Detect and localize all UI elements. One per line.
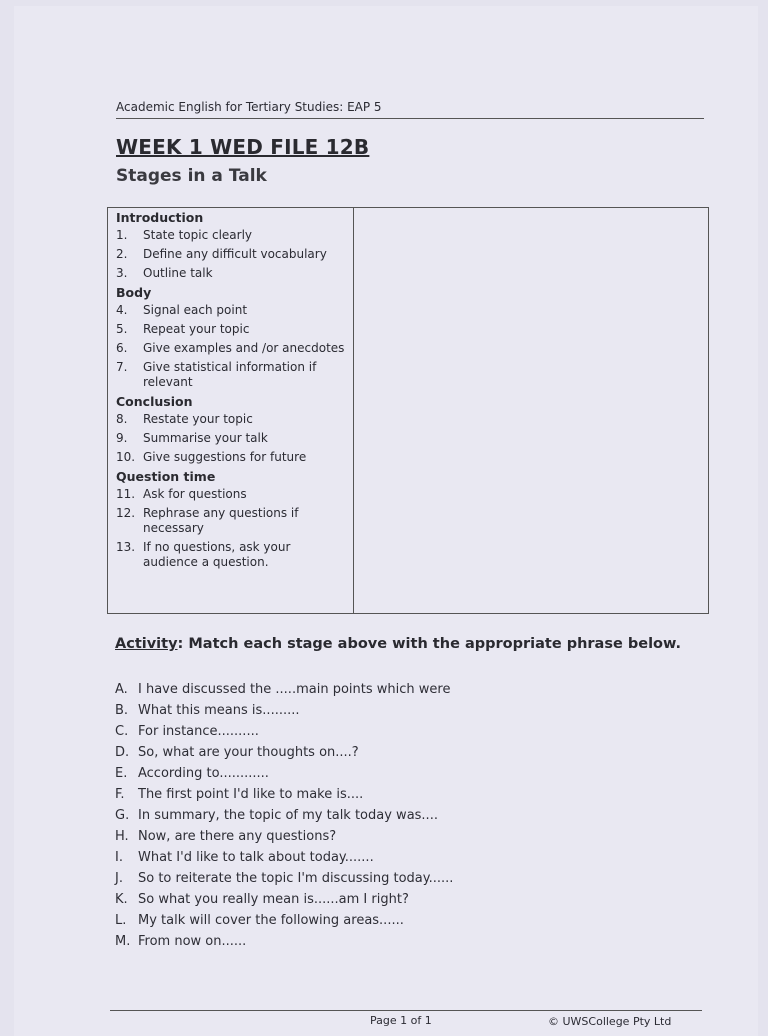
stage-text: Summarise your talk	[143, 431, 268, 445]
activity-text: : Match each stage above with the appropriate phrase below.	[177, 636, 681, 652]
stage-text: Signal each point	[143, 303, 248, 317]
phrase-text: My talk will cover the following areas......	[138, 913, 404, 928]
section-heading: Introduction	[116, 210, 204, 225]
phrase-text: According to............	[138, 766, 269, 781]
phrase-text: So what you really mean is......am I right?	[138, 892, 409, 907]
phrase-text: Now, are there any questions?	[138, 829, 337, 844]
stage-item	[116, 431, 353, 446]
document-title: WEEK 1 WED FILE 12B	[116, 135, 370, 159]
stage-text: Give suggestions for future	[143, 450, 307, 464]
phrase-item	[115, 868, 453, 889]
phrase-letter: E.	[115, 766, 128, 781]
phrase-item	[115, 805, 453, 826]
stage-text: State topic clearly	[143, 228, 253, 242]
stage-number: 8.	[116, 412, 128, 426]
blank-answer-column	[354, 208, 708, 613]
phrase-text: What this means is.........	[138, 703, 300, 718]
phrase-text: For instance..........	[138, 724, 259, 739]
stage-number: 5.	[116, 322, 128, 336]
phrase-letter: I.	[115, 850, 123, 865]
phrase-item	[115, 889, 453, 910]
stages-column	[108, 208, 354, 613]
stage-number: 10.	[116, 450, 136, 464]
phrase-item	[115, 742, 453, 763]
activity-instruction	[115, 636, 681, 652]
phrase-item	[115, 931, 453, 952]
phrase-letter: B.	[115, 703, 129, 718]
stage-number: 12.	[116, 506, 136, 520]
document-subtitle: Stages in a Talk	[116, 166, 267, 186]
section-heading: Conclusion	[116, 394, 193, 409]
section-heading: Body	[116, 285, 152, 300]
stage-text: Rephrase any questions if necessary	[143, 506, 299, 535]
stage-item	[116, 506, 353, 536]
stage-item	[116, 360, 353, 390]
phrase-text: So to reiterate the topic I'm discussing today......	[138, 871, 454, 886]
stage-item	[116, 540, 353, 570]
phrase-item	[115, 721, 453, 742]
phrase-text: What I'd like to talk about today.......	[138, 850, 374, 865]
stage-item	[116, 487, 353, 502]
stage-item	[116, 303, 353, 318]
stage-item	[116, 266, 353, 281]
copyright-notice: © UWSCollege Pty Ltd	[548, 1015, 672, 1028]
stage-text: Restate your topic	[143, 412, 253, 426]
stage-item	[116, 450, 353, 465]
phrase-item	[115, 679, 453, 700]
phrase-letter: D.	[115, 745, 130, 760]
stage-item	[116, 412, 353, 427]
stage-number: 3.	[116, 266, 128, 280]
stage-number: 1.	[116, 228, 128, 242]
stage-text: Outline talk	[143, 266, 213, 280]
phrase-item	[115, 763, 453, 784]
stage-item	[116, 247, 353, 262]
phrase-text: From now on......	[138, 934, 247, 949]
phrase-text: So, what are your thoughts on....?	[138, 745, 359, 760]
stage-text: If no questions, ask your audience a question.	[143, 540, 291, 569]
stage-item	[116, 341, 353, 356]
footer-rule	[110, 1010, 702, 1011]
phrase-letter: G.	[115, 808, 130, 823]
phrase-letter: A.	[115, 682, 128, 697]
phrase-letter: C.	[115, 724, 129, 739]
phrase-text: In summary, the topic of my talk today was....	[138, 808, 438, 823]
stage-number: 4.	[116, 303, 128, 317]
phrase-letter: H.	[115, 829, 129, 844]
course-header: Academic English for Tertiary Studies: EAP 5	[116, 100, 704, 119]
stage-text: Repeat your topic	[143, 322, 250, 336]
stage-text: Ask for questions	[143, 487, 247, 501]
phrase-item	[115, 910, 453, 931]
phrase-text: The first point I'd like to make is....	[138, 787, 364, 802]
phrase-list	[115, 679, 453, 952]
stages-table	[107, 207, 709, 614]
activity-label: Activity	[115, 636, 178, 652]
stage-number: 11.	[116, 487, 136, 501]
stage-number: 7.	[116, 360, 128, 374]
phrase-item	[115, 700, 453, 721]
page-number: Page 1 of 1	[370, 1014, 432, 1027]
phrase-item	[115, 826, 453, 847]
section-heading: Question time	[116, 469, 216, 484]
stage-number: 2.	[116, 247, 128, 261]
stage-number: 6.	[116, 341, 128, 355]
phrase-letter: K.	[115, 892, 128, 907]
stage-text: Give statistical information if relevant	[143, 360, 317, 389]
stage-item	[116, 322, 353, 337]
stage-number: 9.	[116, 431, 128, 445]
phrase-item	[115, 847, 453, 868]
phrase-item	[115, 784, 453, 805]
stage-text: Define any difficult vocabulary	[143, 247, 327, 261]
phrase-letter: F.	[115, 787, 125, 802]
phrase-text: I have discussed the .....main points which were	[138, 682, 451, 697]
phrase-letter: L.	[115, 913, 127, 928]
stage-text: Give examples and /or anecdotes	[143, 341, 345, 355]
stage-item	[116, 228, 353, 243]
phrase-letter: J.	[115, 871, 123, 886]
stage-number: 13.	[116, 540, 136, 554]
phrase-letter: M.	[115, 934, 131, 949]
